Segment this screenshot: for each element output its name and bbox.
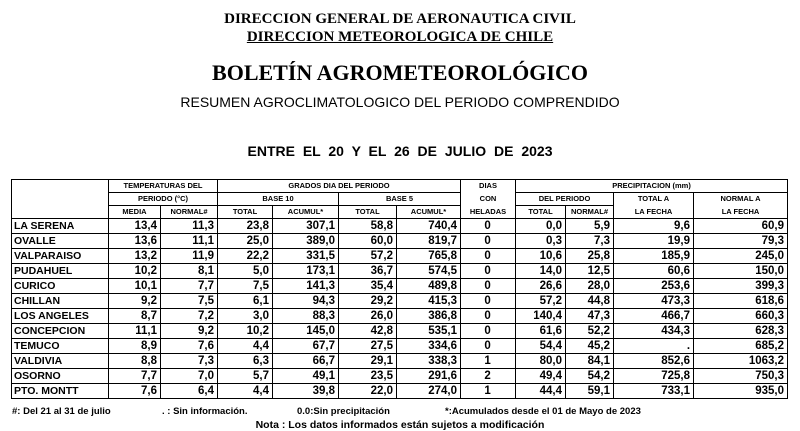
- table-row: [12, 354, 788, 369]
- base5-header: BASE 5: [339, 193, 461, 206]
- table-cell: 852,6: [614, 354, 694, 369]
- table-cell: 0: [461, 264, 516, 279]
- table-row: [12, 384, 788, 399]
- table-cell: 28,0: [566, 279, 614, 294]
- table-cell: 173,1: [273, 264, 339, 279]
- con-header: CON: [461, 193, 516, 206]
- table-cell: 331,5: [273, 249, 339, 264]
- table-cell: 274,0: [397, 384, 461, 399]
- table-cell: 725,8: [614, 369, 694, 384]
- table-cell: .: [614, 339, 694, 354]
- table-cell: 7,2: [161, 309, 218, 324]
- table-cell: 386,8: [397, 309, 461, 324]
- table-cell: 9,2: [161, 324, 218, 339]
- table-cell: 141,3: [273, 279, 339, 294]
- table-cell: 2: [461, 369, 516, 384]
- b10-acumul-header: ACUMUL*: [273, 206, 339, 219]
- station-name: PUDAHUEL: [12, 264, 109, 279]
- table-cell: 9,2: [109, 294, 161, 309]
- table-cell: 3,0: [218, 309, 273, 324]
- table-cell: 0: [461, 324, 516, 339]
- table-cell: 5,9: [566, 219, 614, 234]
- org-line-1: DIRECCION GENERAL DE AERONAUTICA CIVIL: [224, 11, 576, 27]
- station-name: TEMUCO: [12, 339, 109, 354]
- table-cell: 47,3: [566, 309, 614, 324]
- table-cell: 618,6: [694, 294, 788, 309]
- table-cell: 6,1: [218, 294, 273, 309]
- table-row: [12, 234, 788, 249]
- table-cell: 57,2: [516, 294, 566, 309]
- table-cell: 45,2: [566, 339, 614, 354]
- table-cell: 79,3: [694, 234, 788, 249]
- media-header: MEDIA: [109, 206, 161, 219]
- station-name: VALPARAISO: [12, 249, 109, 264]
- table-row: [12, 249, 788, 264]
- footer-note-no-precip: 0.0:Sin precipitación: [297, 406, 390, 417]
- table-cell: 750,3: [694, 369, 788, 384]
- table-cell: 733,1: [614, 384, 694, 399]
- table-cell: 7,6: [109, 384, 161, 399]
- precip-normal-header: NORMAL#: [566, 206, 614, 219]
- table-cell: 685,2: [694, 339, 788, 354]
- station-name: OSORNO: [12, 369, 109, 384]
- table-cell: 628,3: [694, 324, 788, 339]
- table-cell: 0: [461, 249, 516, 264]
- table-cell: 14,0: [516, 264, 566, 279]
- table-cell: 307,1: [273, 219, 339, 234]
- table-cell: 1: [461, 384, 516, 399]
- table-cell: 44,8: [566, 294, 614, 309]
- table-cell: 334,6: [397, 339, 461, 354]
- table-cell: 185,9: [614, 249, 694, 264]
- table-row: [12, 264, 788, 279]
- table-cell: 39,8: [273, 384, 339, 399]
- table-cell: 150,0: [694, 264, 788, 279]
- table-cell: 26,6: [516, 279, 566, 294]
- table-cell: 4,4: [218, 339, 273, 354]
- precip-total-header: TOTAL: [516, 206, 566, 219]
- table-row: [12, 219, 788, 234]
- station-name: LA SERENA: [12, 219, 109, 234]
- table-cell: 291,6: [397, 369, 461, 384]
- table-cell: 253,6: [614, 279, 694, 294]
- b10-total-header: TOTAL: [218, 206, 273, 219]
- table-cell: 8,9: [109, 339, 161, 354]
- table-cell: 4,4: [218, 384, 273, 399]
- bulletin-title: BOLETÍN AGROMETEOROLÓGICO: [212, 60, 588, 85]
- table-cell: 0: [461, 339, 516, 354]
- table-cell: 389,0: [273, 234, 339, 249]
- table-row: [12, 294, 788, 309]
- table-cell: 23,8: [218, 219, 273, 234]
- table-cell: 6,4: [161, 384, 218, 399]
- base10-header: BASE 10: [218, 193, 339, 206]
- table-cell: 49,1: [273, 369, 339, 384]
- table-cell: 7,6: [161, 339, 218, 354]
- table-cell: 5,0: [218, 264, 273, 279]
- table-cell: 60,9: [694, 219, 788, 234]
- table-cell: 11,1: [161, 234, 218, 249]
- table-cell: 9,6: [614, 219, 694, 234]
- table-cell: 765,8: [397, 249, 461, 264]
- table-cell: 473,3: [614, 294, 694, 309]
- table-cell: 22,0: [339, 384, 397, 399]
- table-cell: 140,4: [516, 309, 566, 324]
- table-cell: 12,5: [566, 264, 614, 279]
- table-cell: 819,7: [397, 234, 461, 249]
- table-cell: 574,5: [397, 264, 461, 279]
- table-cell: 0,0: [516, 219, 566, 234]
- table-cell: 26,0: [339, 309, 397, 324]
- table-cell: 25,0: [218, 234, 273, 249]
- footer-note-accumulated: *:Acumulados desde el 01 de Mayo de 2023: [445, 406, 641, 417]
- table-cell: 0: [461, 309, 516, 324]
- total-a-header: TOTAL A: [614, 193, 694, 206]
- table-cell: 29,2: [339, 294, 397, 309]
- table-cell: 13,2: [109, 249, 161, 264]
- table-cell: 19,9: [614, 234, 694, 249]
- table-cell: 0: [461, 294, 516, 309]
- table-cell: 7,5: [161, 294, 218, 309]
- del-periodo-header: DEL PERIODO: [516, 193, 614, 206]
- table-cell: 11,3: [161, 219, 218, 234]
- table-cell: 0: [461, 279, 516, 294]
- table-cell: 66,7: [273, 354, 339, 369]
- table-cell: 434,3: [614, 324, 694, 339]
- degree-days-header: GRADOS DIA DEL PERIODO: [218, 180, 461, 193]
- table-cell: 42,8: [339, 324, 397, 339]
- table-cell: 935,0: [694, 384, 788, 399]
- table-cell: 399,3: [694, 279, 788, 294]
- station-name: CONCEPCION: [12, 324, 109, 339]
- table-cell: 415,3: [397, 294, 461, 309]
- table-cell: 740,4: [397, 219, 461, 234]
- table-cell: 67,7: [273, 339, 339, 354]
- table-cell: 54,2: [566, 369, 614, 384]
- table-cell: 84,1: [566, 354, 614, 369]
- station-header-blank: [12, 180, 109, 193]
- table-cell: 52,2: [566, 324, 614, 339]
- table-cell: 0: [461, 234, 516, 249]
- table-cell: 0,3: [516, 234, 566, 249]
- table-cell: 1: [461, 354, 516, 369]
- table-cell: 60,0: [339, 234, 397, 249]
- station-header-blank-2: [12, 193, 109, 206]
- station-header-blank-3: [12, 206, 109, 219]
- table-cell: 7,7: [109, 369, 161, 384]
- table-cell: 7,5: [218, 279, 273, 294]
- table-cell: 36,7: [339, 264, 397, 279]
- station-name: LOS ANGELES: [12, 309, 109, 324]
- table-row: [12, 339, 788, 354]
- b5-acumul-header: ACUMUL*: [397, 206, 461, 219]
- table-cell: 8,1: [161, 264, 218, 279]
- table-cell: 10,2: [218, 324, 273, 339]
- table-cell: 10,2: [109, 264, 161, 279]
- table-cell: 338,3: [397, 354, 461, 369]
- table-cell: 489,8: [397, 279, 461, 294]
- normal-a-fecha-header: LA FECHA: [694, 206, 788, 219]
- table-row: [12, 279, 788, 294]
- table-body: [12, 219, 788, 399]
- table-cell: 8,7: [109, 309, 161, 324]
- table-cell: 5,7: [218, 369, 273, 384]
- table-cell: 35,4: [339, 279, 397, 294]
- table-cell: 13,6: [109, 234, 161, 249]
- table-cell: 59,1: [566, 384, 614, 399]
- table-cell: 94,3: [273, 294, 339, 309]
- org-line-2: DIRECCION METEOROLOGICA DE CHILE: [246, 29, 554, 45]
- precip-group-header: PRECIPITACION (mm): [516, 180, 788, 193]
- table-cell: 27,5: [339, 339, 397, 354]
- table-cell: 22,2: [218, 249, 273, 264]
- temp-group-header: TEMPERATURAS DEL: [109, 180, 218, 193]
- table-cell: 1063,2: [694, 354, 788, 369]
- table-cell: 7,0: [161, 369, 218, 384]
- table-cell: 245,0: [694, 249, 788, 264]
- table-row: [12, 324, 788, 339]
- b5-total-header: TOTAL: [339, 206, 397, 219]
- table-cell: 6,3: [218, 354, 273, 369]
- normal-temp-header: NORMAL#: [161, 206, 218, 219]
- table-cell: 60,6: [614, 264, 694, 279]
- footer-note-no-info: . : Sin información.: [162, 406, 248, 417]
- footer-disclaimer: Nota : Los datos informados están sujetos a modificación: [255, 419, 545, 431]
- table-cell: 23,5: [339, 369, 397, 384]
- table-cell: 54,4: [516, 339, 566, 354]
- station-name: VALDIVIA: [12, 354, 109, 369]
- station-name: PTO. MONTT: [12, 384, 109, 399]
- table-cell: 13,4: [109, 219, 161, 234]
- table-cell: 29,1: [339, 354, 397, 369]
- table-cell: 57,2: [339, 249, 397, 264]
- agro-table: [11, 179, 788, 399]
- period-line: ENTRE EL 20 Y EL 26 DE JULIO DE 2023: [247, 143, 553, 159]
- table-cell: 11,9: [161, 249, 218, 264]
- table-cell: 10,1: [109, 279, 161, 294]
- station-name: OVALLE: [12, 234, 109, 249]
- station-name: CHILLAN: [12, 294, 109, 309]
- bulletin-subtitle: RESUMEN AGROCLIMATOLOGICO DEL PERIODO COMPRENDIDO: [180, 94, 620, 110]
- table-cell: 11,1: [109, 324, 161, 339]
- footer-note-dates: #: Del 21 al 31 de julio: [12, 406, 111, 417]
- table-cell: 8,8: [109, 354, 161, 369]
- temp-period-header: PERIODO (°C): [109, 193, 218, 206]
- table-cell: 660,3: [694, 309, 788, 324]
- table-cell: 535,1: [397, 324, 461, 339]
- table-row: [12, 369, 788, 384]
- table-cell: 7,3: [161, 354, 218, 369]
- table-cell: 0: [461, 219, 516, 234]
- table-cell: 58,8: [339, 219, 397, 234]
- table-cell: 61,6: [516, 324, 566, 339]
- total-a-fecha-header: LA FECHA: [614, 206, 694, 219]
- table-cell: 7,7: [161, 279, 218, 294]
- table-row: [12, 309, 788, 324]
- table-cell: 466,7: [614, 309, 694, 324]
- table-cell: 49,4: [516, 369, 566, 384]
- table-cell: 7,3: [566, 234, 614, 249]
- table-cell: 25,8: [566, 249, 614, 264]
- table-cell: 10,6: [516, 249, 566, 264]
- heladas-header: HELADAS: [461, 206, 516, 219]
- normal-a-header: NORMAL A: [694, 193, 788, 206]
- table-cell: 80,0: [516, 354, 566, 369]
- table-cell: 145,0: [273, 324, 339, 339]
- station-name: CURICO: [12, 279, 109, 294]
- table-cell: 44,4: [516, 384, 566, 399]
- table-cell: 88,3: [273, 309, 339, 324]
- dias-header: DIAS: [461, 180, 516, 193]
